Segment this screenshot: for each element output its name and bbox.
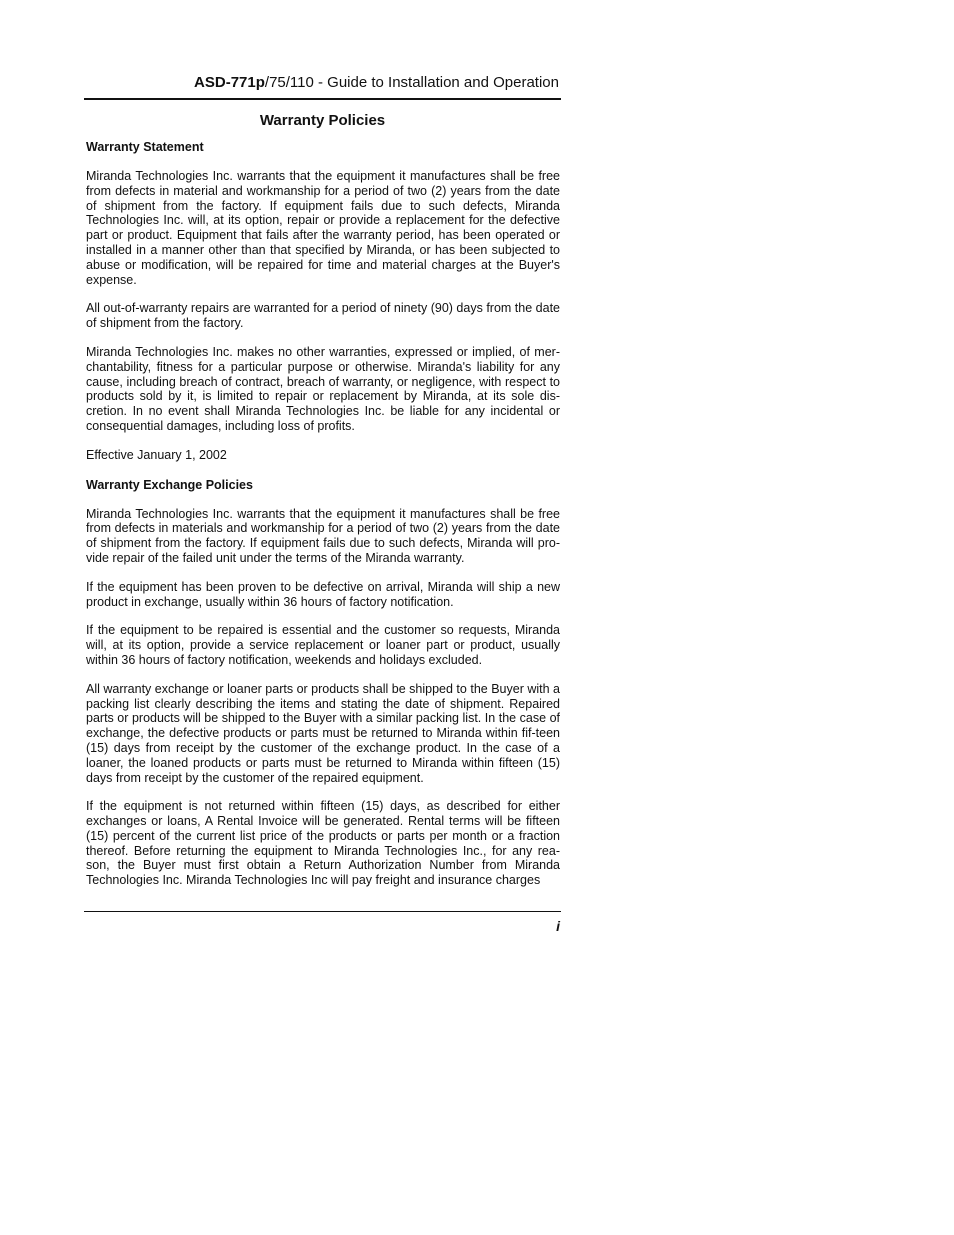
header-rule bbox=[84, 98, 561, 100]
header-model: ASD-771p bbox=[194, 74, 265, 91]
paragraph: If the equipment is not returned within fifteen (15) days, as described for either exchanges or loans, A Rental Invoice will be generated. Rental terms will be fifteen (15) percent of the current list price of the products or parts per month or a fraction thereof. Before returning the equipment to Miranda Technologies Inc., for any rea-son, the Buyer must first obtain a Return Authorization Number from Miranda Technologies Inc. Miranda Technologies Inc will pay freight and insurance charges bbox=[86, 799, 560, 888]
paragraph: Miranda Technologies Inc. warrants that the equipment it manufactures shall be free from defects in material and workmanship for a period of two (2) years from the date of shipment from the factory. If equipment fails due to such defects, Miranda Technologies Inc. will, at its option, repair or provide a replacement for the defective part or product. Equipment that fails after the warranty period, has been operated or installed in a manner other than that specified by Miranda, or has been subjected to abuse or modification, will be repaired for time and material charges at the Buyer's expense. bbox=[86, 169, 560, 287]
paragraph: If the equipment has been proven to be defective on arrival, Miranda will ship a new product in exchange, usually within 36 hours of factory notification. bbox=[86, 579, 560, 609]
paragraph: Miranda Technologies Inc. warrants that the equipment it manufactures shall be free from defects in materials and workmanship for a period of two (2) years from the date of shipment from the factory. If equipment fails due to such defects, Miranda will pro-vide repair of the failed unit under the terms of the Miranda warranty. bbox=[86, 506, 560, 565]
paragraph: All warranty exchange or loaner parts or products shall be shipped to the Buyer with a packing list clearly describing the items and stating the date of shipment. Repaired parts or products will be shipped to the Buyer with a similar packing list. In the case of exchange, the defective products or parts must be returned to Miranda within fif-teen (15) days from receipt by the customer of the exchange product. In the case of a loaner, the loaned products or parts must be returned to Miranda within fifteen (15) days from receipt by the customer of the repaired equipment. bbox=[86, 681, 560, 785]
footer-rule bbox=[84, 911, 561, 912]
page-number: i bbox=[556, 918, 560, 934]
body-content bbox=[84, 131, 561, 913]
section-heading-warranty-statement: Warranty Statement bbox=[86, 140, 204, 154]
effective-date: Effective January 1, 2002 bbox=[86, 447, 227, 462]
paragraph: Miranda Technologies Inc. makes no other warranties, expressed or implied, of mer-chantability, fitness for a particular purpose or otherwise. Miranda's liability for any cause, including breach of contract, breach of warranty, or negligence, with respect to products sold by it, is limited to repair or replacement by Miranda, at its sole dis-cretion. In no event shall Miranda Technologies Inc. be liable for any incidental or consequential damages, including loss of profits. bbox=[86, 344, 560, 433]
running-header bbox=[84, 70, 561, 96]
paragraph: If the equipment to be repaired is essential and the customer so requests, Miranda will, at its option, provide a service replacement or loaner part or product, usually within 36 hours of factory notification, weekends and holidays excluded. bbox=[86, 623, 560, 667]
document-page bbox=[84, 70, 561, 934]
page-title: Warranty Policies bbox=[259, 112, 386, 129]
paragraph: All out-of-warranty repairs are warranted for a period of ninety (90) days from the date of shipment from the factory. bbox=[86, 301, 560, 331]
header-title: /75/110 - Guide to Installation and Operation bbox=[264, 74, 559, 91]
section-heading-warranty-exchange: Warranty Exchange Policies bbox=[86, 477, 253, 492]
